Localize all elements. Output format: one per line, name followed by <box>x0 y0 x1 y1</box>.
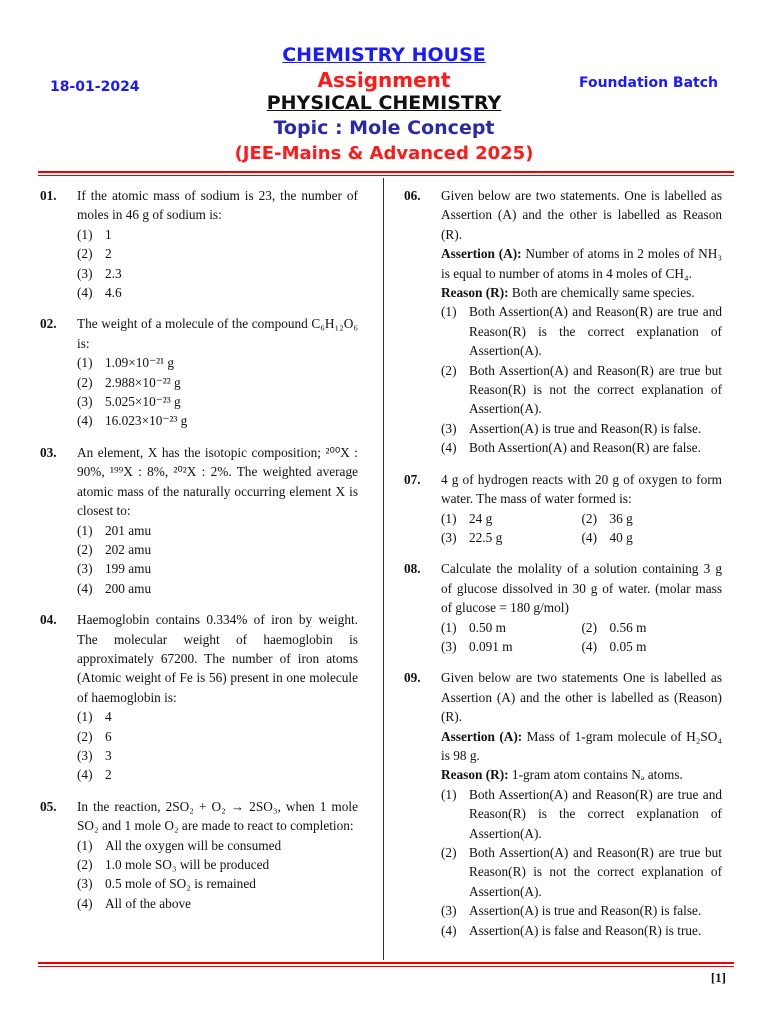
assertion-statement <box>441 244 722 283</box>
option <box>77 283 358 302</box>
option-number: (1) <box>441 304 457 320</box>
option-text: Both Assertion(A) and Reason(R) are true but Reason(R) is not the correct explanation of Assertion(A). <box>469 845 722 899</box>
option-text: 1.09×10⁻²¹ g <box>105 355 175 371</box>
batch-name: Foundation Batch <box>578 75 718 91</box>
option-number: (1) <box>441 786 457 802</box>
option-text: 1.0 mole SO₃ will be produced <box>105 857 270 872</box>
option-text: 0.50 m <box>469 619 506 635</box>
option-number: (4) <box>77 413 93 429</box>
reason-statement <box>441 283 722 302</box>
option-number: (4) <box>441 440 457 456</box>
reason-text: Both are chemically same species. <box>511 285 695 301</box>
reason-statement <box>441 765 722 784</box>
assignment-date: 18-01-2024 <box>50 79 140 95</box>
option-number: (1) <box>441 510 457 526</box>
option-text: 2.988×10⁻²² g <box>105 374 181 390</box>
header-divider <box>38 171 734 173</box>
question-08 <box>404 559 722 656</box>
option <box>441 843 722 901</box>
option-text: 1 <box>105 226 112 242</box>
option-number: (3) <box>77 561 93 577</box>
option <box>77 540 358 559</box>
option <box>77 521 358 540</box>
option-text: 24 g <box>469 510 493 526</box>
option-number: (3) <box>77 394 93 410</box>
option-text: 5.025×10⁻²³ g <box>105 394 181 410</box>
option <box>77 765 358 784</box>
option <box>77 244 358 263</box>
institute-name: CHEMISTRY HOUSE <box>282 44 486 66</box>
option-text: 4.6 <box>105 285 122 301</box>
option <box>441 785 722 843</box>
question-number: 03. <box>40 444 57 460</box>
option-number: (4) <box>581 529 598 545</box>
option-text: Both Assertion(A) and Reason(R) are false. <box>469 440 701 456</box>
option-number: (4) <box>581 638 598 654</box>
option <box>441 438 722 457</box>
option-number: (2) <box>77 857 93 872</box>
question-04 <box>40 610 358 785</box>
right-column <box>404 186 722 952</box>
header-divider-thin <box>38 175 734 176</box>
option-text: 202 amu <box>105 541 152 557</box>
option-text: 6 <box>105 728 112 744</box>
question-number: 01. <box>40 188 57 203</box>
question-number: 02. <box>40 316 57 332</box>
question-stem: In the reaction, 2SO₂ + O₂ → 2SO₃, when 1 mole SO₂ and 1 mole O₂ are made to react to completion: <box>77 798 358 834</box>
option-number: (1) <box>77 837 93 853</box>
option-number: (2) <box>77 728 93 744</box>
option-number: (2) <box>77 374 93 390</box>
option-text: 22.5 g <box>469 529 503 545</box>
option <box>77 392 358 411</box>
option <box>441 528 582 547</box>
topic-title: Topic : Mole Concept <box>273 117 495 139</box>
assertion-statement <box>441 727 722 766</box>
option-number: (2) <box>441 845 457 860</box>
option-number: (4) <box>77 895 93 911</box>
option <box>77 707 358 726</box>
option-text: Both Assertion(A) and Reason(R) are true but Reason(R) is not the correct explanation of Assertion(A). <box>469 362 722 417</box>
option <box>441 637 582 656</box>
option <box>582 637 723 656</box>
option-text: Both Assertion(A) and Reason(R) are true and Reason(R) is the correct explanation of Assertion(A). <box>469 304 722 359</box>
question-stem: If the atomic mass of sodium is 23, the number of moles in 46 g of sodium is: <box>77 188 358 223</box>
option <box>77 353 358 372</box>
option-text: 40 g <box>609 529 633 545</box>
option <box>441 419 722 438</box>
option-number: (1) <box>77 226 93 242</box>
question-09 <box>404 668 722 940</box>
option-number: (3) <box>441 903 457 919</box>
option-text: 2 <box>105 767 112 783</box>
option <box>441 618 582 637</box>
exam-title: (JEE-Mains & Advanced 2025) <box>234 143 534 164</box>
options-row <box>441 528 722 547</box>
option <box>77 727 358 746</box>
option <box>77 836 358 855</box>
footer-divider <box>38 962 734 964</box>
question-stem: Haemoglobin contains 0.334% of iron by weight. The molecular weight of haemoglobin is approximately 67200. The number of iron atoms (Atomic weight of Fe is 56) present in one molecule of haemoglobin is: <box>77 612 358 705</box>
option-number: (1) <box>77 522 93 538</box>
option-number: (4) <box>77 580 93 596</box>
option <box>77 264 358 283</box>
option <box>441 921 722 940</box>
question-07 <box>404 470 722 548</box>
option-text: 201 amu <box>105 522 152 538</box>
page-number: [1] <box>710 970 726 985</box>
option-number: (3) <box>441 420 457 436</box>
option-text: 2 <box>105 246 112 262</box>
reason-label: Reason (R): <box>441 767 509 783</box>
option <box>77 225 358 244</box>
question-number: 04. <box>40 612 57 628</box>
option-number: (2) <box>77 541 93 557</box>
option-text: Assertion(A) is true and Reason(R) is false. <box>469 903 702 919</box>
option <box>77 894 358 913</box>
option-number: (4) <box>77 767 93 783</box>
option-text: All the oxygen will be consumed <box>105 837 282 853</box>
options-row <box>441 637 722 656</box>
option-number: (3) <box>77 747 93 763</box>
reason-label: Reason (R): <box>441 285 509 301</box>
column-divider <box>383 178 384 960</box>
option-text: 36 g <box>609 510 633 526</box>
options-row <box>441 618 722 637</box>
option-number: (3) <box>77 876 93 892</box>
footer-divider-thin <box>38 966 734 967</box>
question-06 <box>404 186 722 458</box>
option-number: (1) <box>77 355 93 371</box>
option <box>77 373 358 392</box>
assertion-text: Number of atoms in 2 moles of NH₃ is equal to number of atoms in 4 moles of CH₄. <box>441 246 723 281</box>
option <box>77 579 358 598</box>
option <box>582 618 723 637</box>
option-number: (3) <box>441 638 457 654</box>
option <box>77 855 358 874</box>
question-01 <box>40 186 358 302</box>
option-text: All of the above <box>105 895 192 911</box>
left-column <box>40 186 358 925</box>
assertion-label: Assertion (A): <box>441 246 522 262</box>
assertion-label: Assertion (A): <box>441 728 523 744</box>
question-02 <box>40 314 358 430</box>
question-number: 06. <box>404 188 421 203</box>
option <box>77 874 358 893</box>
option-text: 0.05 m <box>609 638 647 654</box>
option-number: (1) <box>441 619 457 635</box>
question-stem: The weight of a molecule of the compound C₆H₁₂O₆ is: <box>77 316 358 351</box>
question-stem: Given below are two statements. One is labelled as Assertion (A) and the other is labelled as Reason (R). <box>441 188 722 242</box>
option-text: 3 <box>105 747 112 763</box>
option-number: (1) <box>77 709 93 725</box>
question-05 <box>40 797 358 913</box>
option-text: 0.5 mole of SO₂ is remained <box>105 876 256 892</box>
question-number: 07. <box>404 471 421 487</box>
option <box>582 509 723 528</box>
question-number: 09. <box>404 670 421 686</box>
option-number: (4) <box>441 922 457 938</box>
question-stem: Calculate the molality of a solution containing 3 g of glucose dissolved in 30 g of water. (molar mass of glucose = 180 g/mol) <box>441 561 722 616</box>
option-text: 199 amu <box>105 561 152 577</box>
option-text: Assertion(A) is true and Reason(R) is false. <box>469 420 702 436</box>
option-text: 4 <box>105 709 112 725</box>
option <box>441 901 722 920</box>
option-number: (3) <box>441 529 457 545</box>
option-number: (4) <box>77 285 93 301</box>
option-number: (2) <box>77 246 93 262</box>
page-header <box>0 0 768 172</box>
question-stem: Given below are two statements One is labelled as Assertion (A) and the other is labelled as (Reason) (R). <box>441 670 722 725</box>
option-number: (2) <box>581 510 598 526</box>
option-text: 0.091 m <box>469 638 513 654</box>
option-text: 200 amu <box>105 580 152 596</box>
option <box>77 411 358 430</box>
option <box>441 302 722 360</box>
question-03 <box>40 443 358 598</box>
option-text: Both Assertion(A) and Reason(R) are true and Reason(R) is the correct explanation of Assertion(A). <box>469 786 722 841</box>
options-row <box>441 509 722 528</box>
option-text: 0.56 m <box>609 619 647 635</box>
question-stem: 4 g of hydrogen reacts with 20 g of oxygen to form water. The mass of water formed is: <box>441 471 722 507</box>
option <box>582 528 723 547</box>
question-number: 08. <box>404 561 421 577</box>
option-text: Assertion(A) is false and Reason(R) is true. <box>469 922 702 938</box>
option-text: 16.023×10⁻²³ g <box>105 413 188 429</box>
option <box>77 559 358 578</box>
subject-title: PHYSICAL CHEMISTRY <box>266 92 502 114</box>
reason-text: 1-gram atom contains Nₐ atoms. <box>511 767 683 783</box>
option-number: (3) <box>77 265 93 281</box>
question-stem: An element, X has the isotopic composition; ²⁰⁰X : 90%, ¹⁹⁹X : 8%, ²⁰²X : 2%. The weighted average atomic mass of the naturally occurring element X is closest to: <box>77 444 358 519</box>
option <box>77 746 358 765</box>
option-number: (2) <box>581 619 598 635</box>
document-type: Assignment <box>317 68 451 92</box>
option-number: (2) <box>441 362 457 378</box>
assertion-text: Mass of 1-gram molecule of H₂SO₄ is 98 g. <box>441 728 722 763</box>
option-text: 2.3 <box>105 265 122 281</box>
option <box>441 509 582 528</box>
option <box>441 361 722 419</box>
question-number: 05. <box>40 798 57 814</box>
